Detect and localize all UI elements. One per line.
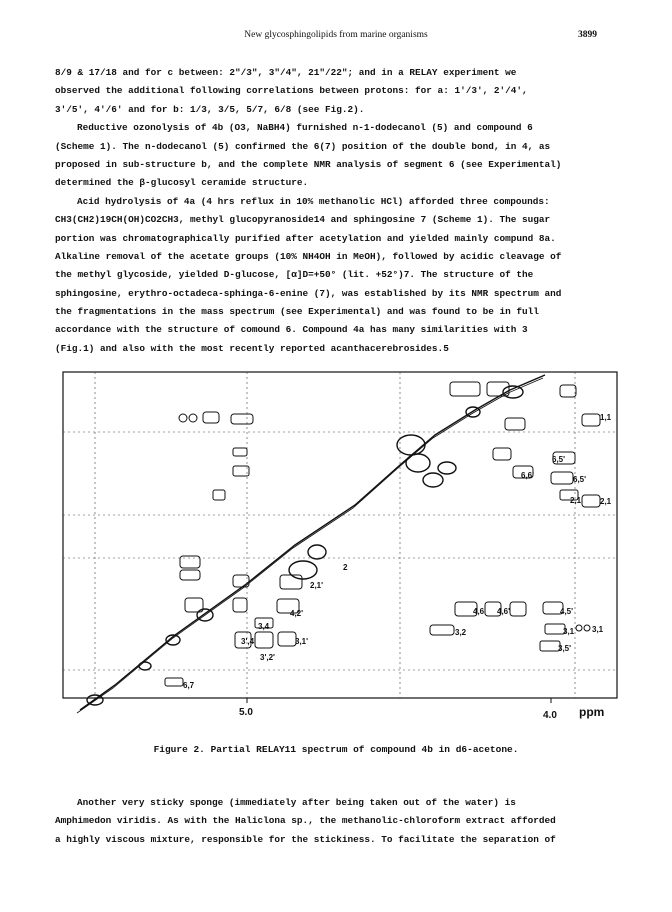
peak-label: 6,6' <box>521 471 535 480</box>
peak-label: 3,5' <box>558 644 572 653</box>
x-tick-label: 5.0 <box>239 707 253 718</box>
peak-label: 2,1' <box>310 581 324 590</box>
x-axis-ticks <box>247 698 551 703</box>
peak-label: 4,2' <box>290 609 304 618</box>
running-header: New glycosphingolipids from marine organisms <box>244 30 428 40</box>
text-line: Amphimedon viridis. As with the Haliclona sp., the methanolic-chloroform extract afforded <box>55 815 556 827</box>
x-tick-label: 4.0 <box>543 710 557 721</box>
relay-spectrum-figure <box>55 370 625 725</box>
text-line: Reductive ozonolysis of 4b (O3, NaBH4) furnished n-1-dodecanol (5) and compound 6 <box>77 122 533 134</box>
cross-peaks <box>165 382 600 686</box>
peak-label: 6,5' <box>573 475 587 484</box>
body-text-bottom <box>55 794 625 849</box>
diagonal-peaks <box>77 375 545 713</box>
x-axis-labels <box>239 705 604 721</box>
peak-label: 4,5' <box>560 607 574 616</box>
page-number: 3899 <box>578 30 597 40</box>
text-line: CH3(CH2)19CH(OH)CO2CH3, methyl glucopyranoside14 and sphingosine 7 (Scheme 1). The sugar <box>55 214 551 226</box>
peak-label: 3,1 <box>592 625 604 634</box>
text-line: Acid hydrolysis of 4a (4 hrs reflux in 10% methanolic HCl) afforded three compounds: <box>77 195 550 207</box>
text-line: the methyl glycoside, yielded D-glucose, [α]D=+50° (lit. +52°)7. The structure of the <box>55 269 534 281</box>
text-line: sphingosine, erythro-octadeca-sphinga-6-enine (7), was established by its NMR spectrum and <box>55 287 562 299</box>
text-line: observed the additional following correlations between protons: for a: 1'/3', 2'/4', <box>55 85 528 97</box>
body-text-top <box>55 64 625 358</box>
peak-label: 6,7 <box>183 681 195 690</box>
text-line: a highly viscous mixture, responsible for the stickiness. To facilitate the separation of <box>55 833 556 845</box>
peak-label: 3',2' <box>260 653 275 662</box>
peak-label: 6,5' <box>552 455 566 464</box>
text-line: Another very sticky sponge (immediately after being taken out of the water) is <box>77 797 516 808</box>
text-line: 8/9 & 17/18 and for c between: 2"/3", 3"/4", 21"/22"; and in a RELAY experiment we <box>55 67 517 78</box>
text-line: determined the β-glucosyl ceramide structure. <box>55 177 309 189</box>
peak-label: 3,4 <box>258 622 270 631</box>
peak-label: 3,1' <box>295 637 309 646</box>
plot-frame <box>63 372 617 698</box>
text-line: Alkaline removal of the acetate groups (10% NH4OH in MeOH), followed by acidic cleavage of <box>55 250 562 262</box>
text-line: proposed in sub-structure b, and the complete NMR analysis of segment 6 (see Experimental) <box>55 158 562 170</box>
peak-label: 4,6' <box>497 607 511 616</box>
peak-label: 4,6 <box>473 607 485 616</box>
text-line: accordance with the structure of comound 6. Compound 4a has many similarities with 3 <box>55 324 528 336</box>
peak-label: 1,1 <box>600 413 612 422</box>
peak-label: 2,1 <box>570 496 582 505</box>
text-line: 3'/5', 4'/6' and for b: 1/3, 3/5, 5/7, 6/8 (see Fig.2). <box>55 103 365 115</box>
text-line: portion was chromatographically purified after acetylation and yielded mainly compund 8a. <box>55 232 556 244</box>
figure-caption: Figure 2. Partial RELAY11 spectrum of compound 4b in d6-acetone. <box>153 744 519 755</box>
grid-lines <box>63 372 617 698</box>
text-line: (Scheme 1). The n-dodecanol (5) confirmed the 6(7) position of the double bond, in 4, as <box>55 140 551 152</box>
x-axis-unit: ppm <box>579 705 605 719</box>
text-line: (Fig.1) and also with the most recently reported acanthacerebrosides.5 <box>55 342 449 354</box>
peak-label: 3',4' <box>241 637 256 646</box>
peak-label: 3,2 <box>455 628 467 637</box>
peak-label: 3,1 <box>563 627 575 636</box>
text-line: the fragmentations in the mass spectrum (see Experimental) and was found to be in full <box>55 306 539 318</box>
peak-label: 2,1 <box>600 497 612 506</box>
peak-label: 2 <box>343 563 348 572</box>
